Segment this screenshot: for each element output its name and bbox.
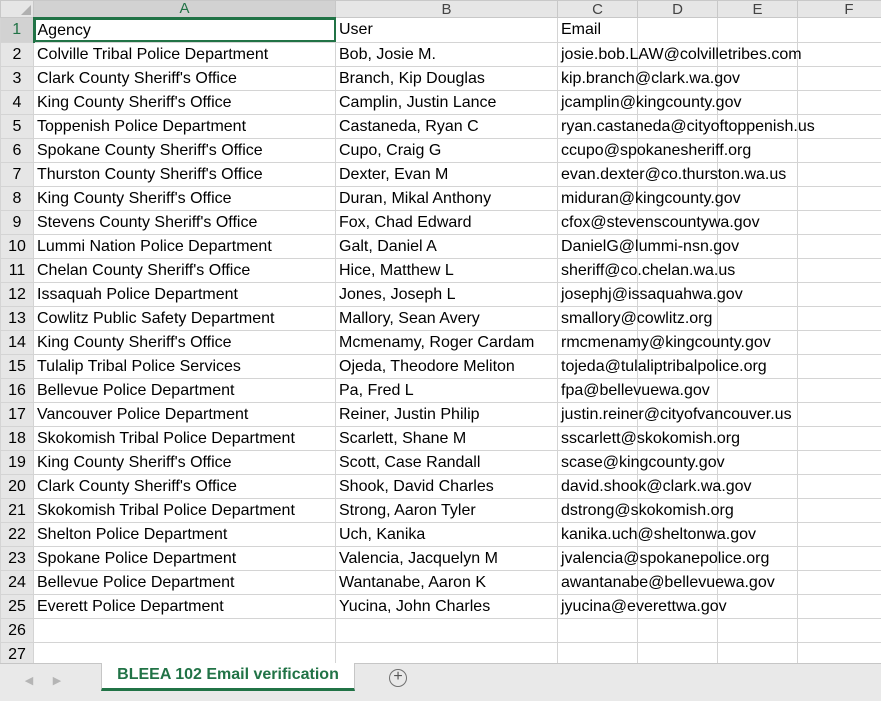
empty-cell[interactable] bbox=[718, 594, 798, 618]
agency-cell[interactable]: Vancouver Police Department bbox=[34, 402, 336, 426]
empty-cell[interactable] bbox=[798, 426, 881, 450]
agency-cell[interactable]: King County Sheriff's Office bbox=[34, 90, 336, 114]
agency-cell[interactable]: Chelan County Sheriff's Office bbox=[34, 258, 336, 282]
empty-cell[interactable] bbox=[798, 306, 881, 330]
agency-cell[interactable]: Everett Police Department bbox=[34, 594, 336, 618]
user-cell[interactable]: Valencia, Jacquelyn M bbox=[336, 546, 558, 570]
row-number-19[interactable]: 19 bbox=[1, 450, 34, 474]
user-cell[interactable]: Uch, Kanika bbox=[336, 522, 558, 546]
empty-cell[interactable] bbox=[798, 162, 881, 186]
table-row bbox=[1, 42, 881, 66]
empty-cell[interactable] bbox=[798, 594, 881, 618]
empty-cell[interactable] bbox=[638, 642, 718, 663]
email-cell[interactable]: evan.dexter@co.thurston.wa.us bbox=[558, 162, 638, 186]
empty-cell[interactable] bbox=[718, 378, 798, 402]
table-row bbox=[1, 570, 881, 594]
agency-cell[interactable]: Agency bbox=[34, 18, 336, 43]
email-cell[interactable]: justin.reiner@cityofvancouver.us bbox=[558, 402, 638, 426]
row-number-27[interactable]: 27 bbox=[1, 642, 34, 663]
user-cell[interactable]: Scott, Case Randall bbox=[336, 450, 558, 474]
agency-cell[interactable]: Spokane County Sheriff's Office bbox=[34, 138, 336, 162]
table-row bbox=[1, 522, 881, 546]
row-number-17[interactable]: 17 bbox=[1, 402, 34, 426]
row-number-25[interactable]: 25 bbox=[1, 594, 34, 618]
user-cell[interactable]: Duran, Mikal Anthony bbox=[336, 186, 558, 210]
column-header-a[interactable]: A bbox=[34, 1, 336, 18]
email-cell[interactable]: smallory@cowlitz.org bbox=[558, 306, 638, 330]
table-row bbox=[1, 378, 881, 402]
user-cell[interactable]: Castaneda, Ryan C bbox=[336, 114, 558, 138]
agency-cell[interactable]: Tulalip Tribal Police Services bbox=[34, 354, 336, 378]
row-number-26[interactable]: 26 bbox=[1, 618, 34, 642]
user-cell[interactable]: Scarlett, Shane M bbox=[336, 426, 558, 450]
header-data-row bbox=[1, 18, 881, 43]
empty-cell[interactable] bbox=[798, 546, 881, 570]
empty-cell[interactable] bbox=[718, 642, 798, 663]
user-cell[interactable]: Strong, Aaron Tyler bbox=[336, 498, 558, 522]
prev-sheet-arrow-icon[interactable]: ◀ bbox=[24, 675, 34, 687]
user-cell[interactable]: User bbox=[336, 18, 558, 43]
email-cell[interactable]: tojeda@tulaliptribalpolice.org bbox=[558, 354, 638, 378]
agency-cell[interactable]: Issaquah Police Department bbox=[34, 282, 336, 306]
table-row bbox=[1, 498, 881, 522]
agency-cell[interactable]: King County Sheriff's Office bbox=[34, 450, 336, 474]
email-cell[interactable]: DanielG@lummi-nsn.gov bbox=[558, 234, 638, 258]
agency-cell[interactable]: Skokomish Tribal Police Department bbox=[34, 426, 336, 450]
empty-cell[interactable] bbox=[638, 18, 718, 43]
user-cell[interactable]: Galt, Daniel A bbox=[336, 234, 558, 258]
table-row bbox=[1, 546, 881, 570]
empty-cell[interactable] bbox=[718, 306, 798, 330]
user-cell[interactable]: Ojeda, Theodore Meliton bbox=[336, 354, 558, 378]
table-row bbox=[1, 402, 881, 426]
row-number-14[interactable]: 14 bbox=[1, 330, 34, 354]
table-row bbox=[1, 306, 881, 330]
email-cell[interactable] bbox=[558, 642, 638, 663]
email-cell[interactable]: miduran@kingcounty.gov bbox=[558, 186, 638, 210]
empty-cell[interactable] bbox=[798, 330, 881, 354]
column-header-e[interactable]: E bbox=[718, 1, 798, 18]
email-cell[interactable]: sscarlett@skokomish.org bbox=[558, 426, 638, 450]
table-row bbox=[1, 282, 881, 306]
table-row bbox=[1, 618, 881, 642]
row-number-16[interactable]: 16 bbox=[1, 378, 34, 402]
agency-cell[interactable]: King County Sheriff's Office bbox=[34, 186, 336, 210]
user-cell[interactable]: Wantanabe, Aaron K bbox=[336, 570, 558, 594]
email-cell[interactable]: kip.branch@clark.wa.gov bbox=[558, 66, 638, 90]
empty-cell[interactable] bbox=[798, 378, 881, 402]
table-row bbox=[1, 234, 881, 258]
user-cell[interactable]: Mallory, Sean Avery bbox=[336, 306, 558, 330]
row-number-13[interactable]: 13 bbox=[1, 306, 34, 330]
empty-cell[interactable] bbox=[798, 498, 881, 522]
table-row bbox=[1, 474, 881, 498]
empty-cell[interactable] bbox=[798, 450, 881, 474]
column-header-b[interactable]: B bbox=[336, 1, 558, 18]
user-cell[interactable]: Reiner, Justin Philip bbox=[336, 402, 558, 426]
empty-cell[interactable] bbox=[798, 90, 881, 114]
email-cell[interactable]: jyucina@everettwa.gov bbox=[558, 594, 638, 618]
user-cell[interactable]: Hice, Matthew L bbox=[336, 258, 558, 282]
row-number-11[interactable]: 11 bbox=[1, 258, 34, 282]
table-row bbox=[1, 210, 881, 234]
empty-cell[interactable] bbox=[798, 354, 881, 378]
user-cell[interactable]: Yucina, John Charles bbox=[336, 594, 558, 618]
row-number-15[interactable]: 15 bbox=[1, 354, 34, 378]
row-number-8[interactable]: 8 bbox=[1, 186, 34, 210]
next-sheet-arrow-icon[interactable]: ▶ bbox=[52, 675, 62, 687]
user-cell[interactable]: Shook, David Charles bbox=[336, 474, 558, 498]
agency-cell[interactable] bbox=[34, 642, 336, 663]
row-number-24[interactable]: 24 bbox=[1, 570, 34, 594]
empty-cell[interactable] bbox=[798, 138, 881, 162]
agency-cell[interactable] bbox=[34, 618, 336, 642]
email-cell[interactable]: Email bbox=[558, 18, 638, 43]
empty-cell[interactable] bbox=[718, 450, 798, 474]
email-cell[interactable]: scase@kingcounty.gov bbox=[558, 450, 638, 474]
user-cell[interactable] bbox=[336, 618, 558, 642]
user-cell[interactable]: Mcmenamy, Roger Cardam bbox=[336, 330, 558, 354]
agency-cell[interactable]: Clark County Sheriff's Office bbox=[34, 474, 336, 498]
row-number-21[interactable]: 21 bbox=[1, 498, 34, 522]
table-row bbox=[1, 354, 881, 378]
email-cell[interactable]: jvalencia@spokanepolice.org bbox=[558, 546, 638, 570]
agency-cell[interactable]: Clark County Sheriff's Office bbox=[34, 66, 336, 90]
row-number-18[interactable]: 18 bbox=[1, 426, 34, 450]
user-cell[interactable]: Cupo, Craig G bbox=[336, 138, 558, 162]
email-cell[interactable]: ccupo@spokanesheriff.org bbox=[558, 138, 638, 162]
empty-cell[interactable] bbox=[798, 66, 881, 90]
agency-cell[interactable]: Toppenish Police Department bbox=[34, 114, 336, 138]
row-number-22[interactable]: 22 bbox=[1, 522, 34, 546]
empty-cell[interactable] bbox=[798, 210, 881, 234]
table-row bbox=[1, 138, 881, 162]
email-cell[interactable]: ryan.castaneda@cityoftoppenish.us bbox=[558, 114, 638, 138]
email-cell[interactable]: awantanabe@bellevuewa.gov bbox=[558, 570, 638, 594]
row-number-6[interactable]: 6 bbox=[1, 138, 34, 162]
user-cell[interactable]: Pa, Fred L bbox=[336, 378, 558, 402]
row-number-12[interactable]: 12 bbox=[1, 282, 34, 306]
table-row bbox=[1, 450, 881, 474]
agency-cell[interactable]: Cowlitz Public Safety Department bbox=[34, 306, 336, 330]
empty-cell[interactable] bbox=[798, 282, 881, 306]
row-number-10[interactable]: 10 bbox=[1, 234, 34, 258]
email-cell[interactable]: rmcmenamy@kingcounty.gov bbox=[558, 330, 638, 354]
row-number-9[interactable]: 9 bbox=[1, 210, 34, 234]
empty-cell[interactable] bbox=[718, 18, 798, 43]
empty-cell[interactable] bbox=[798, 402, 881, 426]
agency-cell[interactable]: Shelton Police Department bbox=[34, 522, 336, 546]
email-cell[interactable]: josephj@issaquahwa.gov bbox=[558, 282, 638, 306]
user-cell[interactable]: Dexter, Evan M bbox=[336, 162, 558, 186]
empty-cell[interactable] bbox=[798, 522, 881, 546]
email-cell[interactable]: jcamplin@kingcounty.gov bbox=[558, 90, 638, 114]
email-cell[interactable]: fpa@bellevuewa.gov bbox=[558, 378, 638, 402]
user-cell[interactable]: Branch, Kip Douglas bbox=[336, 66, 558, 90]
sheet-tab-bar bbox=[0, 663, 881, 701]
agency-cell[interactable]: King County Sheriff's Office bbox=[34, 330, 336, 354]
empty-cell[interactable] bbox=[798, 474, 881, 498]
table-row bbox=[1, 258, 881, 282]
empty-cell[interactable] bbox=[798, 570, 881, 594]
row-number-2[interactable]: 2 bbox=[1, 42, 34, 66]
agency-cell[interactable]: Stevens County Sheriff's Office bbox=[34, 210, 336, 234]
agency-cell[interactable]: Colville Tribal Police Department bbox=[34, 42, 336, 66]
empty-cell[interactable] bbox=[798, 642, 881, 663]
sheet-tab-active[interactable]: BLEEA 102 Email verification bbox=[101, 663, 355, 691]
table-row bbox=[1, 642, 881, 663]
user-cell[interactable]: Camplin, Justin Lance bbox=[336, 90, 558, 114]
email-cell[interactable]: cfox@stevenscountywa.gov bbox=[558, 210, 638, 234]
table-row bbox=[1, 90, 881, 114]
email-cell[interactable]: dstrong@skokomish.org bbox=[558, 498, 638, 522]
column-header-c[interactable]: C bbox=[558, 1, 638, 18]
agency-cell[interactable]: Skokomish Tribal Police Department bbox=[34, 498, 336, 522]
table-row bbox=[1, 594, 881, 618]
user-cell[interactable] bbox=[336, 642, 558, 663]
email-cell[interactable]: josie.bob.LAW@colvilletribes.com bbox=[558, 42, 638, 66]
row-number-1[interactable]: 1 bbox=[1, 18, 34, 43]
table-row bbox=[1, 186, 881, 210]
agency-cell[interactable]: Thurston County Sheriff's Office bbox=[34, 162, 336, 186]
row-number-4[interactable]: 4 bbox=[1, 90, 34, 114]
table-row bbox=[1, 162, 881, 186]
email-cell[interactable]: sheriff@co.chelan.wa.us bbox=[558, 258, 638, 282]
row-number-23[interactable]: 23 bbox=[1, 546, 34, 570]
agency-cell[interactable]: Lummi Nation Police Department bbox=[34, 234, 336, 258]
user-cell[interactable]: Bob, Josie M. bbox=[336, 42, 558, 66]
user-cell[interactable]: Fox, Chad Edward bbox=[336, 210, 558, 234]
email-cell[interactable]: david.shook@clark.wa.gov bbox=[558, 474, 638, 498]
row-number-20[interactable]: 20 bbox=[1, 474, 34, 498]
row-number-5[interactable]: 5 bbox=[1, 114, 34, 138]
add-sheet-icon[interactable]: + bbox=[389, 669, 407, 687]
table-row bbox=[1, 114, 881, 138]
column-header-f[interactable]: F bbox=[798, 1, 881, 18]
empty-cell[interactable] bbox=[798, 618, 881, 642]
empty-cell[interactable] bbox=[798, 258, 881, 282]
empty-cell[interactable] bbox=[718, 618, 798, 642]
table-row bbox=[1, 66, 881, 90]
column-header-d[interactable]: D bbox=[638, 1, 718, 18]
empty-cell[interactable] bbox=[798, 186, 881, 210]
row-number-7[interactable]: 7 bbox=[1, 162, 34, 186]
table-row bbox=[1, 426, 881, 450]
column-header-row bbox=[1, 1, 881, 18]
agency-cell[interactable]: Spokane Police Department bbox=[34, 546, 336, 570]
agency-cell[interactable]: Bellevue Police Department bbox=[34, 378, 336, 402]
select-all-corner[interactable] bbox=[1, 1, 34, 18]
email-cell[interactable]: kanika.uch@sheltonwa.gov bbox=[558, 522, 638, 546]
agency-cell[interactable]: Bellevue Police Department bbox=[34, 570, 336, 594]
empty-cell[interactable] bbox=[798, 42, 881, 66]
empty-cell[interactable] bbox=[638, 618, 718, 642]
empty-cell[interactable] bbox=[798, 18, 881, 43]
email-cell[interactable] bbox=[558, 618, 638, 642]
empty-cell[interactable] bbox=[798, 234, 881, 258]
table-row bbox=[1, 330, 881, 354]
row-number-3[interactable]: 3 bbox=[1, 66, 34, 90]
user-cell[interactable]: Jones, Joseph L bbox=[336, 282, 558, 306]
